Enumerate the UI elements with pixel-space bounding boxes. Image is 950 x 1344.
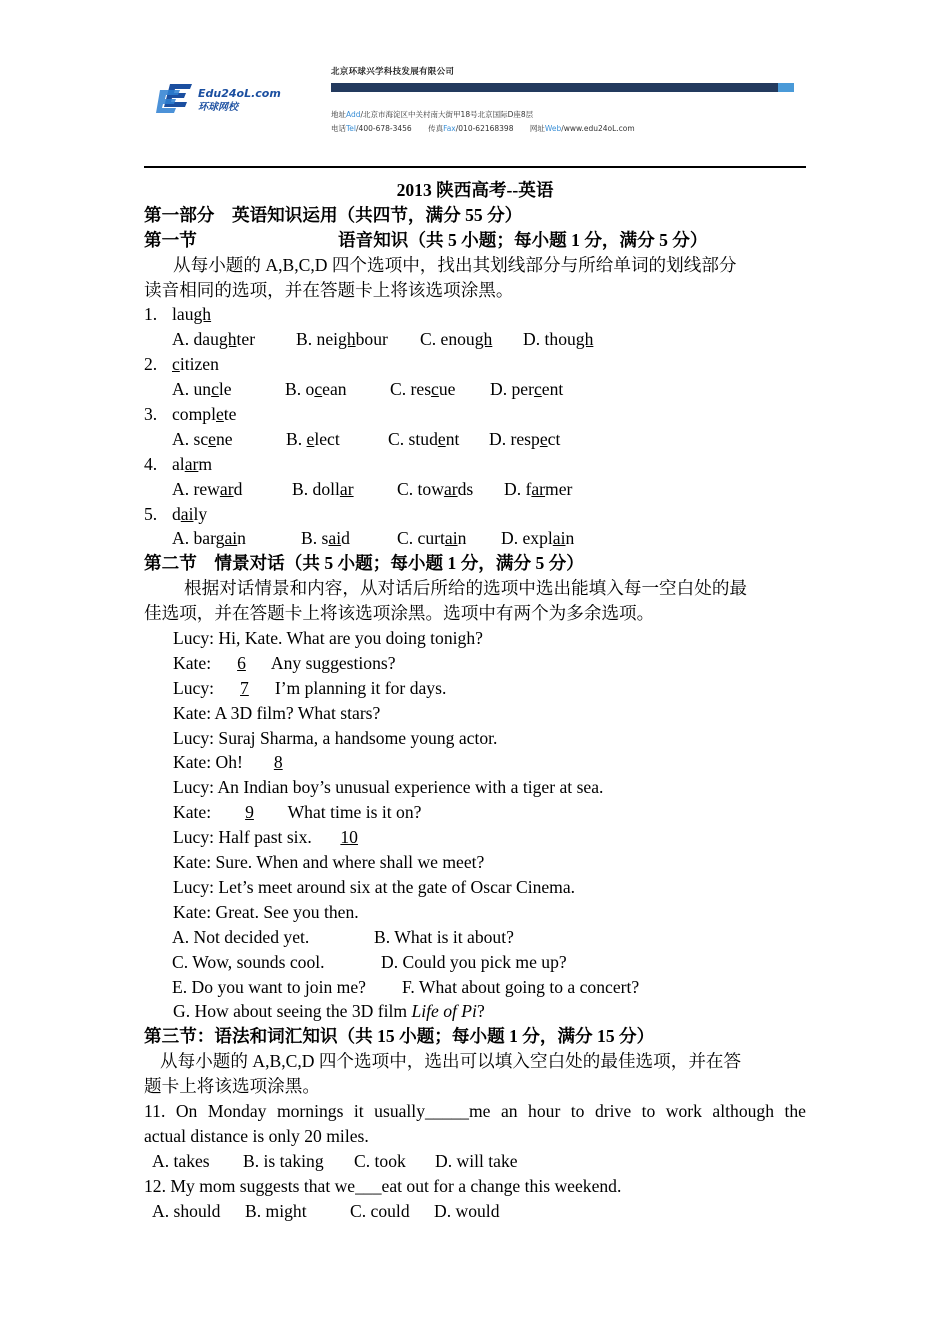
dialog-line: Kate: 9 What time is it on?: [173, 802, 422, 823]
question-4: 4. alarm: [144, 453, 213, 474]
question-11-options: A. takes B. is taking C. took D. will take: [152, 1150, 518, 1171]
question-3-options: A. scene B. elect C. student D. respect: [172, 428, 561, 449]
instruction: 佳选项，并在答题卡上将该选项涂黑。选项中有两个为多余选项。: [144, 603, 655, 624]
dialog-line: Lucy: 7 I’m planning it for days.: [173, 677, 447, 698]
instruction: 从每小题的 A,B,C,D 四个选项中，选出可以填入空白处的最佳选项，并在答: [160, 1051, 742, 1072]
section-heading: 第三节：语法和词汇知识（共 15 小题；每小题 1 分，满分 15 分）: [144, 1026, 655, 1047]
question-1: 1. laugh: [144, 304, 212, 325]
instruction: 题卡上将该选项涂黑。: [144, 1076, 320, 1097]
edu24ol-logo: [156, 80, 281, 120]
question-1-options: A. daughter B. neighbour C. enough D. though: [172, 329, 594, 350]
dialog-line: Lucy: Half past six. 10: [173, 827, 358, 848]
answer-options-row: E. Do you want to join me? F. What about going to a concert?: [172, 976, 640, 997]
company-contact: 电话Tel/400-678-3456 传真Fax/010-62168398 网址Web/www.edu24oL.com: [331, 124, 635, 133]
answer-options-row: A. Not decided yet. B. What is it about?: [172, 926, 514, 947]
company-address: 地址Add/北京市海淀区中关村南大街甲18号北京国际D座8层: [331, 110, 534, 119]
dialog-line: Lucy: Hi, Kate. What are you doing tonigh?: [173, 628, 483, 649]
exam-content: [144, 178, 806, 1223]
dialog-line: Kate: 6 Any suggestions?: [173, 652, 396, 673]
question-12: 12. My mom suggests that we___eat out for a change this weekend.: [144, 1175, 622, 1196]
dialog-line: Kate: Sure. When and where shall we meet?: [173, 852, 485, 873]
dialog-line: Kate: Oh! 8: [173, 752, 283, 773]
header-bar-accent: [778, 83, 794, 92]
question-2-options: A. uncle B. ocean C. rescue D. percent: [172, 379, 564, 400]
section-heading: 第二节 情景对话（共 5 小题；每小题 1 分，满分 5 分）: [144, 553, 584, 574]
dialog-line: Kate: Great. See you then.: [173, 901, 359, 922]
question-3: 3. complete: [144, 404, 237, 425]
svg-text:环球网校: 环球网校: [198, 102, 238, 113]
page-title: 2013 陕西高考--英语: [396, 180, 554, 200]
instruction: 根据对话情景和内容，从对话后所给的选项中选出能填入每一空白处的最: [184, 578, 748, 599]
question-2: 2. citizen: [144, 354, 219, 375]
answer-option: G. How about seeing the 3D film Life of Pi?: [173, 1001, 485, 1022]
question-11-cont: actual distance is only 20 miles.: [144, 1125, 369, 1146]
svg-text:Edu24oL.com: Edu24oL.com: [198, 87, 281, 100]
instruction: 读音相同的选项，并在答题卡上将该选项涂黑。: [144, 279, 514, 300]
dialog-line: Lucy: Let’s meet around six at the gate of Oscar Cinema.: [173, 876, 576, 897]
part-heading: 第一部分 英语知识运用（共四节，满分 55 分）: [144, 204, 523, 225]
answer-options-row: C. Wow, sounds cool. D. Could you pick me up?: [172, 951, 567, 972]
question-4-options: A. reward B. dollar C. towards D. farmer: [172, 478, 573, 499]
instruction: 从每小题的 A,B,C,D 四个选项中，找出其划线部分与所给单词的划线部分: [173, 254, 737, 275]
company-name: 北京环球兴学科技发展有限公司: [331, 67, 455, 77]
header-bar: [331, 83, 778, 92]
question-11: 11. On Monday mornings it usually_____me an hour to drive to work although the: [144, 1100, 806, 1121]
dialog-line: Lucy: Suraj Sharma, a handsome young actor.: [173, 727, 498, 748]
header-divider: [144, 166, 806, 168]
question-5-options: A. bargain B. said C. curtain D. explain: [172, 528, 575, 549]
question-5: 5. daily: [144, 503, 208, 524]
section-heading: 第一节 语音知识（共 5 小题；每小题 1 分，满分 5 分）: [144, 229, 708, 250]
dialog-line: Kate: A 3D film? What stars?: [173, 702, 381, 723]
dialog-line: Lucy: An Indian boy’s unusual experience with a tiger at sea.: [173, 777, 604, 798]
question-12-options: A. should B. might C. could D. would: [152, 1200, 500, 1221]
